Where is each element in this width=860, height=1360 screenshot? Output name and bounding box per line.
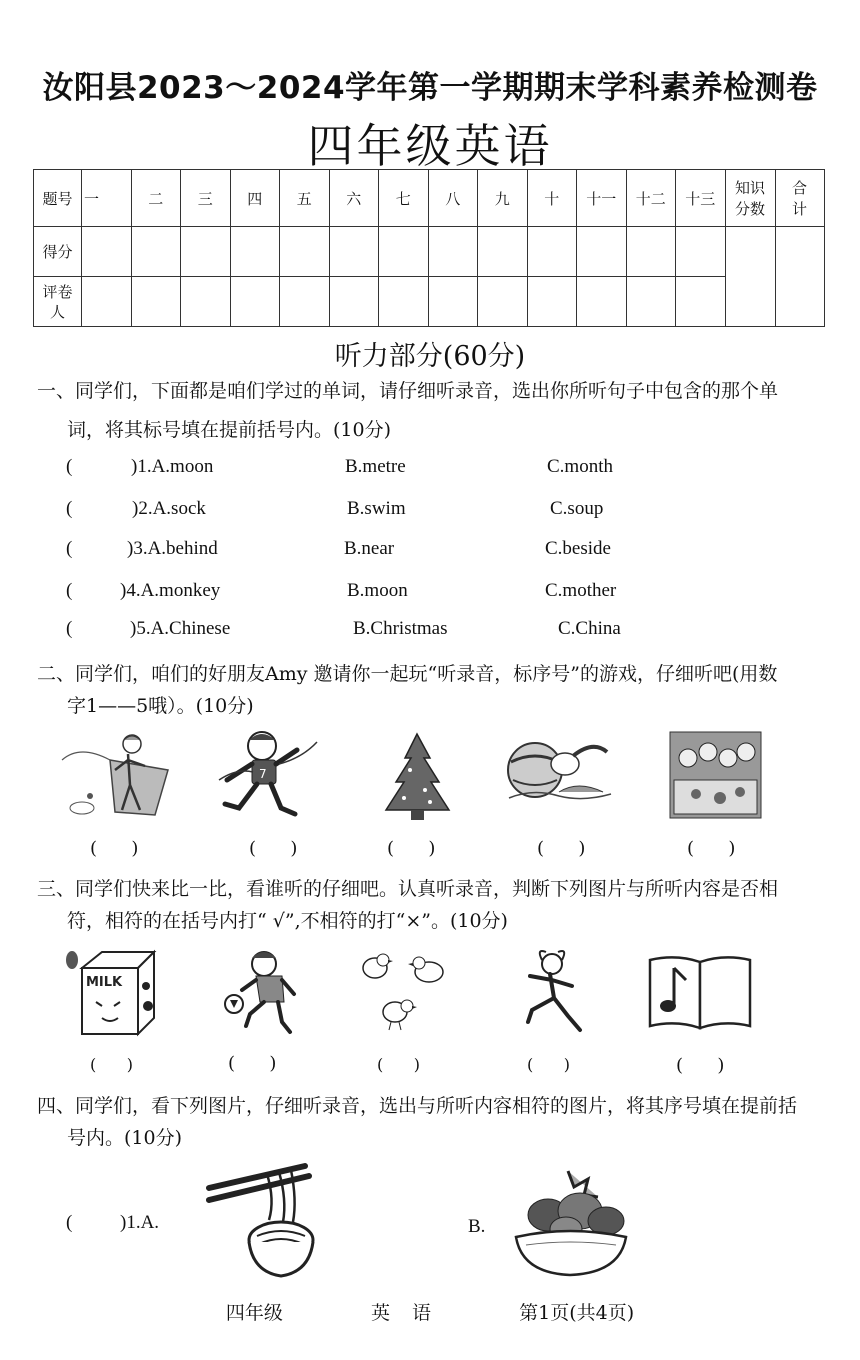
knowledge-score-cell[interactable]	[725, 227, 775, 327]
q1-item-5-a: )5.A.Chinese	[130, 618, 231, 639]
score-cell[interactable]	[676, 227, 726, 277]
q4-item-1-a: )1.A.	[120, 1212, 160, 1233]
q1-item-5-c: C.China	[558, 618, 621, 639]
chicks-icon	[355, 950, 455, 1035]
grader-cell[interactable]	[428, 277, 478, 327]
music-book-icon	[646, 954, 754, 1032]
score-table-col: 四	[230, 170, 280, 227]
q1-instruction: 一、同学们，下面都是咱们学过的单词，请仔细听录音，选出你所听句子中包含的那个单	[37, 380, 779, 402]
score-cell[interactable]	[329, 227, 379, 277]
swimming-child-icon	[503, 732, 615, 812]
score-table-col: 六	[329, 170, 379, 227]
svg-text:7: 7	[259, 767, 267, 781]
q2-answer-paren-3[interactable]: ( )	[387, 838, 436, 859]
q1-item-4-a: )4.A.monkey	[120, 580, 221, 601]
score-row-label: 得分	[34, 227, 82, 277]
score-table-total-label: 合计	[775, 170, 824, 227]
total-score-cell[interactable]	[775, 227, 824, 327]
jumping-girl-icon	[510, 946, 590, 1038]
q1-item-1-a: )1.A.moon	[131, 456, 214, 477]
score-cell[interactable]	[181, 227, 231, 277]
score-table-col: 五	[280, 170, 330, 227]
q1-item-2-a: )2.A.sock	[132, 498, 206, 519]
grader-cell[interactable]	[280, 277, 330, 327]
q3-answer-paren-2[interactable]: ( )	[228, 1053, 277, 1074]
q1-item-3-b: B.near	[344, 538, 395, 559]
q3-instruction-cont: 符，相符的在括号内打“ √”,不相符的打“×”。(10分)	[67, 910, 508, 932]
grader-cell[interactable]	[230, 277, 280, 327]
q1-item-4-c: C.mother	[545, 580, 617, 601]
exam-title: 汝阳县2023～2024学年第一学期期末学科素养检测卷	[42, 70, 818, 106]
score-cell[interactable]	[379, 227, 429, 277]
q1-item-4-b: B.moon	[347, 580, 408, 601]
q4-instruction-cont: 号内。(10分)	[67, 1127, 183, 1149]
grader-cell[interactable]	[577, 277, 627, 327]
vegetables-bowl-icon	[508, 1165, 633, 1280]
grader-cell[interactable]	[82, 277, 132, 327]
grader-cell[interactable]	[478, 277, 528, 327]
q1-item-2-b: B.swim	[347, 498, 406, 519]
grader-cell[interactable]	[131, 277, 181, 327]
q3-answer-paren-3[interactable]: ( )	[377, 1055, 420, 1074]
q3-instruction: 三、同学们快来比一比，看谁听的仔细吧。认真听录音，判断下列图片与所听内容是否相	[37, 878, 779, 900]
milk-carton-icon	[62, 946, 162, 1038]
exam-subject-title: 四年级英语	[307, 119, 553, 173]
score-table-col: 十一	[577, 170, 627, 227]
q1-item-3-c: C.beside	[545, 538, 611, 559]
score-table-col: 七	[379, 170, 429, 227]
score-table-header-label: 题号	[34, 170, 82, 227]
score-cell[interactable]	[131, 227, 181, 277]
q1-instruction-cont: 词，将其标号填在提前括号内。(10分)	[67, 419, 392, 441]
q3-answer-paren-4[interactable]: ( )	[527, 1055, 570, 1074]
score-table-col: 二	[131, 170, 181, 227]
q3-answer-paren-1[interactable]: ( )	[90, 1055, 133, 1074]
grader-row-label: 评卷人	[34, 277, 82, 327]
score-table-col: 十三	[676, 170, 726, 227]
q1-item-1-b: B.metre	[345, 456, 406, 477]
q1-item-5-b: B.Christmas	[353, 618, 448, 639]
q1-answer-paren[interactable]: (	[66, 498, 73, 519]
score-cell[interactable]	[577, 227, 627, 277]
score-cell[interactable]	[280, 227, 330, 277]
score-table-col: 八	[428, 170, 478, 227]
score-table-col: 一	[82, 170, 132, 227]
grader-cell[interactable]	[676, 277, 726, 327]
svg-text:MILK: MILK	[86, 975, 123, 990]
q2-instruction: 二、同学们，咱们的好朋友Amy 邀请你一起玩“听录音，标序号”的游戏，仔细听吧(用数	[37, 663, 778, 685]
score-table-col: 十二	[626, 170, 676, 227]
score-table-col: 九	[478, 170, 528, 227]
christmas-tree-icon	[380, 730, 455, 822]
score-cell[interactable]	[626, 227, 676, 277]
score-cell[interactable]	[230, 227, 280, 277]
q1-item-3-a: )3.A.behind	[127, 538, 218, 559]
kite-boy-icon	[60, 730, 170, 820]
q2-answer-paren-5[interactable]: ( )	[687, 838, 736, 859]
score-table-col: 三	[181, 170, 231, 227]
q1-answer-paren[interactable]: (	[66, 456, 73, 477]
q3-answer-paren-5[interactable]: ( )	[676, 1055, 725, 1076]
grader-cell[interactable]	[527, 277, 577, 327]
q1-item-1-c: C.month	[547, 456, 613, 477]
q4-item-1-b: B.	[468, 1216, 486, 1237]
q4-instruction: 四、同学们，看下列图片，仔细听录音，选出与所听内容相符的图片，将其序号填在提前括	[37, 1095, 798, 1117]
running-boy-icon	[217, 728, 322, 820]
q1-answer-paren[interactable]: (	[66, 538, 73, 559]
grader-cell[interactable]	[181, 277, 231, 327]
score-table-col: 十	[527, 170, 577, 227]
grader-cell[interactable]	[329, 277, 379, 327]
q4-answer-paren[interactable]: (	[66, 1212, 73, 1233]
score-table-knowledge-label: 知识分数	[725, 170, 775, 227]
q2-answer-paren-4[interactable]: ( )	[537, 838, 586, 859]
q1-answer-paren[interactable]: (	[66, 618, 73, 639]
score-table	[33, 169, 825, 327]
score-cell[interactable]	[527, 227, 577, 277]
score-cell[interactable]	[478, 227, 528, 277]
page-footer: 四年级 英 语 第1页(共4页)	[225, 1302, 635, 1324]
football-boy-icon	[220, 946, 300, 1038]
score-cell[interactable]	[428, 227, 478, 277]
q1-answer-paren[interactable]: (	[66, 580, 73, 601]
grader-cell[interactable]	[379, 277, 429, 327]
listening-section-title: 听力部分(60分)	[334, 341, 526, 372]
q2-answer-paren-1[interactable]: ( )	[90, 838, 139, 859]
grader-cell[interactable]	[626, 277, 676, 327]
q2-instruction-cont: 字1——5哦）。(10分)	[67, 695, 254, 717]
q1-item-2-c: C.soup	[550, 498, 604, 519]
score-cell[interactable]	[82, 227, 132, 277]
q2-answer-paren-2[interactable]: ( )	[249, 838, 298, 859]
family-dinner-icon	[668, 730, 763, 820]
noodles-bowl-icon	[205, 1160, 317, 1282]
